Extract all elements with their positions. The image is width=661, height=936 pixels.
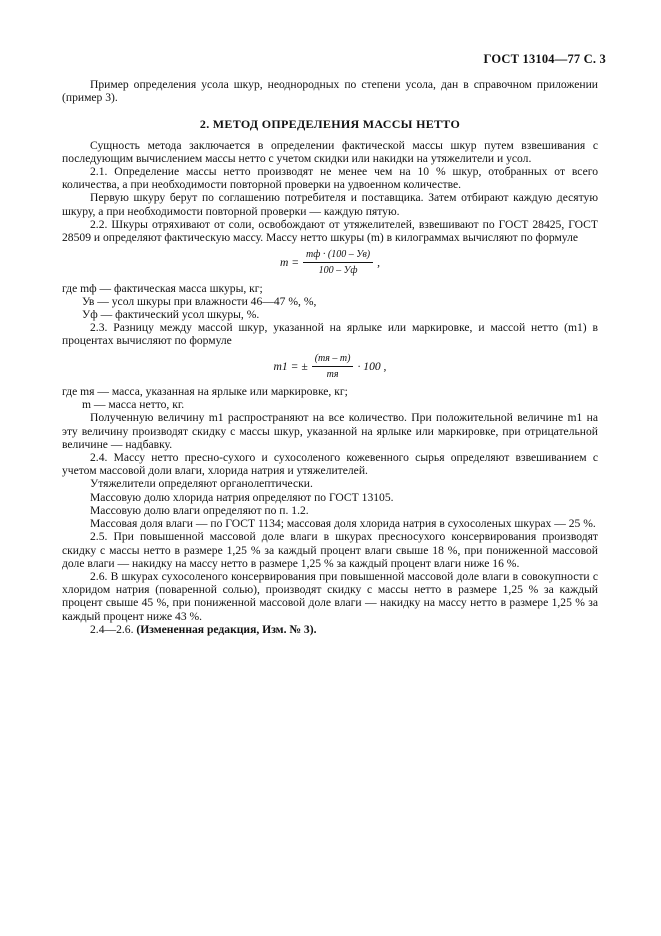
essence-paragraph: Сущность метода заключается в определении фактической массы шкур путем взвешивания с последующим вычислением массы нетто с учетом скидки или накидки на утяжелители и усол. <box>62 138 598 165</box>
formula-difference <box>62 352 598 381</box>
formula-2-lhs: m1 = ± <box>273 359 308 373</box>
clause-2-2: 2.2. Шкуры отряхивают от соли, освобождают от утяжелителей, взвешивают по ГОСТ 28425, ГОСТ 28509 и определяют фактическую массу. Массу нетто шкуры (m) в килограммах вычисляют по формуле <box>62 217 598 245</box>
clause-2-4: 2.4. Массу нетто пресно-сухого и сухосоленого кожевенного сырья определяют взвешиванием с учетом массовой доли влаги, хлорида натрия и утяжелителей. <box>62 451 598 478</box>
page-header: ГОСТ 13104—77 С. 3 <box>483 52 606 66</box>
formula-1-numerator: mф · (100 – Ув) <box>303 248 373 263</box>
clause-2-6: 2.6. В шкурах сухосоленого консервирования при повышенной массовой доле влаги в совокупности с хлоридом натрия (поваренной солью), производят скидку с массы нетто в размере 1,25 % за каждый процент свыше 45 %, при пониженной массовой доле влаги — накидку на массу нетто в размере 1,25 % за каждый процент ниже 43 %. <box>62 569 598 623</box>
moisture-paragraph: Массовую долю влаги определяют по п. 1.2. <box>90 503 309 517</box>
clause-2-1: 2.1. Определение массы нетто производят не менее чем на 10 % шкур, отобранных от всего количества, а при необходимости повторной проверки на удвоенном количестве. <box>62 165 598 192</box>
clause-2-3: 2.3. Разницу между массой шкур, указанной на ярлыке или маркировке, и массой нетто (m1) в процентах вычисляют по формуле <box>62 321 598 348</box>
intro-paragraph: Пример определения усола шкур, неоднородных по степени усола, дан в справочном приложении (пример 3). <box>62 78 598 105</box>
formula-1-lhs: m = <box>279 256 300 270</box>
moisture-gost-paragraph: Массовая доля влаги — по ГОСТ 1134; массовая доля хлорида натрия в сухосоленых шкурах — 25 %. <box>90 517 596 531</box>
formula-1-denominator: 100 – Уф <box>318 265 358 277</box>
formula-2-denominator: mя <box>326 368 339 380</box>
document-body <box>62 50 598 636</box>
clause-2-5: 2.5. При повышенной массовой доле влаги в шкурах пресносухого консервирования производят скидку с массы нетто в размере 1,25 % за каждый процент влаги свыше 18 %, при пониженной массовой доле влаги — накидку на массу нетто в размере 1,25 % за каждый процент влаги ниже 16 %. <box>62 530 598 570</box>
where-2-b: m — масса нетто, кг. <box>82 398 185 412</box>
where-1-b: Ув — усол шкуры при влажности 46—47 %, %, <box>82 294 317 308</box>
obtained-value-paragraph: Полученную величину m1 распространяют на все количество. При положительной величине m1 на эту величину производят скидку с массы шкур, указанной на ярлыке или маркировке, при отрицательной величине — надбавку. <box>62 411 598 451</box>
formula-2-tail: · 100 , <box>357 359 387 373</box>
amendment-note <box>62 623 598 636</box>
section-title: 2. МЕТОД ОПРЕДЕЛЕНИЯ МАССЫ НЕТТО <box>199 117 461 132</box>
first-skin-paragraph: Первую шкуру берут по соглашению потребителя и поставщика. Затем отбирают каждую десятую шкуру, а при необходимости повторной проверки — каждую пятую. <box>62 191 598 218</box>
formula-1-fraction <box>303 248 373 277</box>
where-2-a: где mя — масса, указанная на ярлыке или маркировке, кг; <box>62 385 348 399</box>
where-1-a: где mф — фактическая масса шкуры, кг; <box>62 281 263 295</box>
formula-net-mass <box>62 248 598 277</box>
amendment-bold: (Измененная редакция, Изм. № 3). <box>136 622 317 636</box>
weights-paragraph: Утяжелители определяют органолептически. <box>90 477 313 491</box>
amendment-prefix: 2.4—2.6. <box>90 622 134 636</box>
formula-2-numerator: (mя – m) <box>312 352 354 367</box>
formula-2-fraction <box>312 352 354 381</box>
nacl-paragraph: Массовую долю хлорида натрия определяют по ГОСТ 13105. <box>90 490 394 504</box>
formula-1-tail: , <box>377 256 381 270</box>
where-1-c: Уф — фактический усол шкуры, %. <box>82 308 260 322</box>
